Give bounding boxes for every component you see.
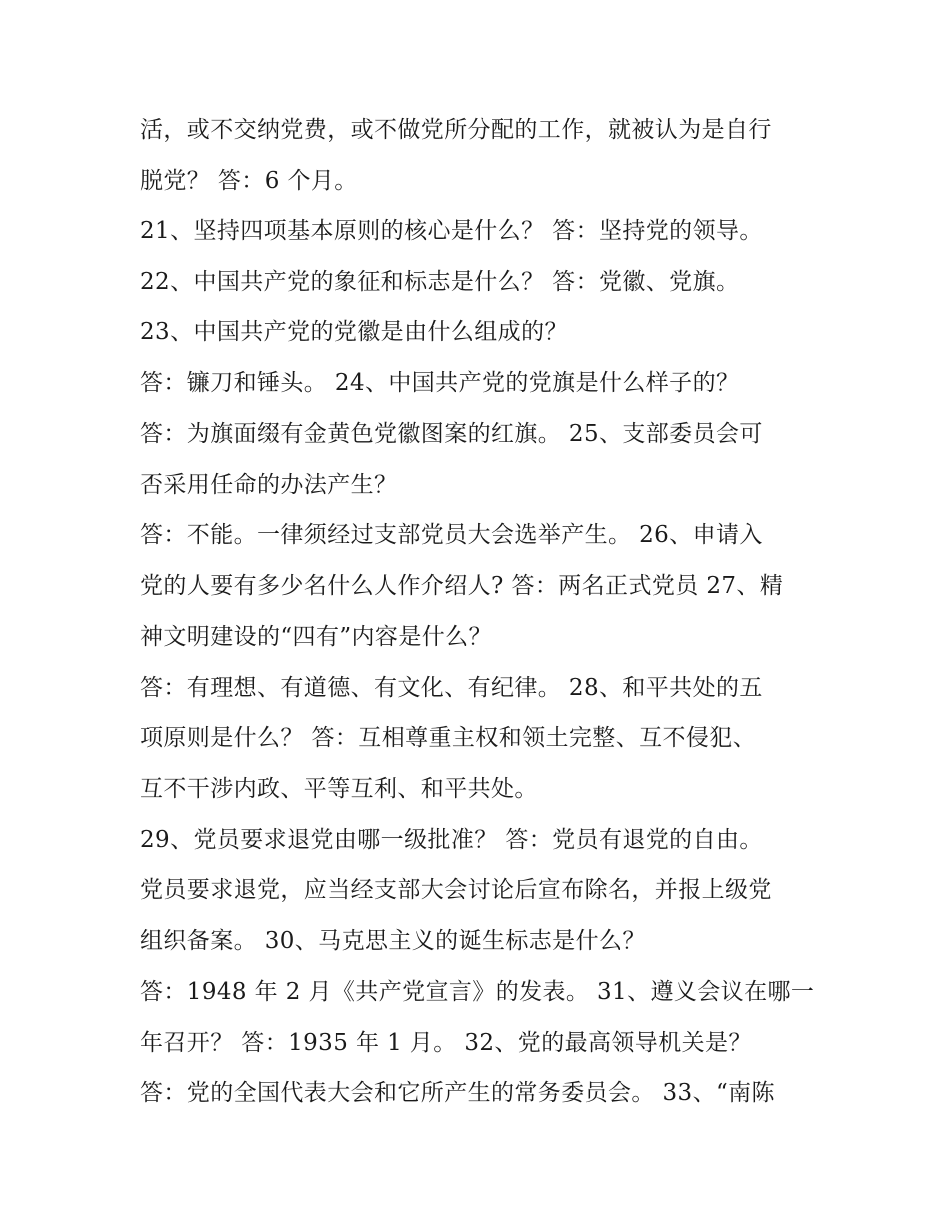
text-line: 互不干涉内政、平等互利、和平共处。 xyxy=(140,776,538,802)
text-line: 组织备案。 30、马克思主义的诞生标志是什么？ xyxy=(140,928,646,954)
text-line: 答：为旗面缀有金黄色党徽图案的红旗。 25、支部委员会可 xyxy=(140,421,763,447)
text-line: 项原则是什么？ 答：互相尊重主权和领土完整、互不侵犯、 xyxy=(140,725,757,751)
text-line: 答：党的全国代表大会和它所产生的常务委员会。 33、“南陈 xyxy=(140,1080,775,1106)
text-line: 党员要求退党，应当经支部大会讨论后宣布除名，并报上级党 xyxy=(140,877,772,903)
text-line: 年召开？ 答：1935 年 1 月。 32、党的最高领导机关是？ xyxy=(140,1030,752,1056)
text-line: 活，或不交纳党费，或不做党所分配的工作，就被认为是自行 xyxy=(140,117,772,143)
text-line: 党的人要有多少名什么人作介绍人? 答：两名正式党员 27、精 xyxy=(140,573,784,599)
text-line: 22、中国共产党的象征和标志是什么？ 答：党徽、党旗。 xyxy=(140,269,740,295)
text-line: 答：1948 年 2 月《共产党宣言》的发表。 31、遵义会议在哪一 xyxy=(140,979,815,1005)
text-line: 否采用任命的办法产生？ xyxy=(140,472,398,498)
text-line: 21、坚持四项基本原则的核心是什么？ 答：坚持党的领导。 xyxy=(140,218,763,244)
text-line: 脱党？ 答：6 个月。 xyxy=(140,168,358,194)
text-line: 答：不能。一律须经过支部党员大会选举产生。 26、申请入 xyxy=(140,522,763,548)
text-line: 答：有理想、有道德、有文化、有纪律。 28、和平共处的五 xyxy=(140,675,763,701)
text-line: 23、中国共产党的党徽是由什么组成的？ xyxy=(140,319,568,345)
text-line: 神文明建设的“四有”内容是什么？ xyxy=(140,624,492,650)
text-line: 答：镰刀和锤头。 24、中国共产党的党旗是什么样子的？ xyxy=(140,370,740,396)
text-line: 29、党员要求退党由哪一级批准？ 答：党员有退党的自由。 xyxy=(140,827,763,853)
